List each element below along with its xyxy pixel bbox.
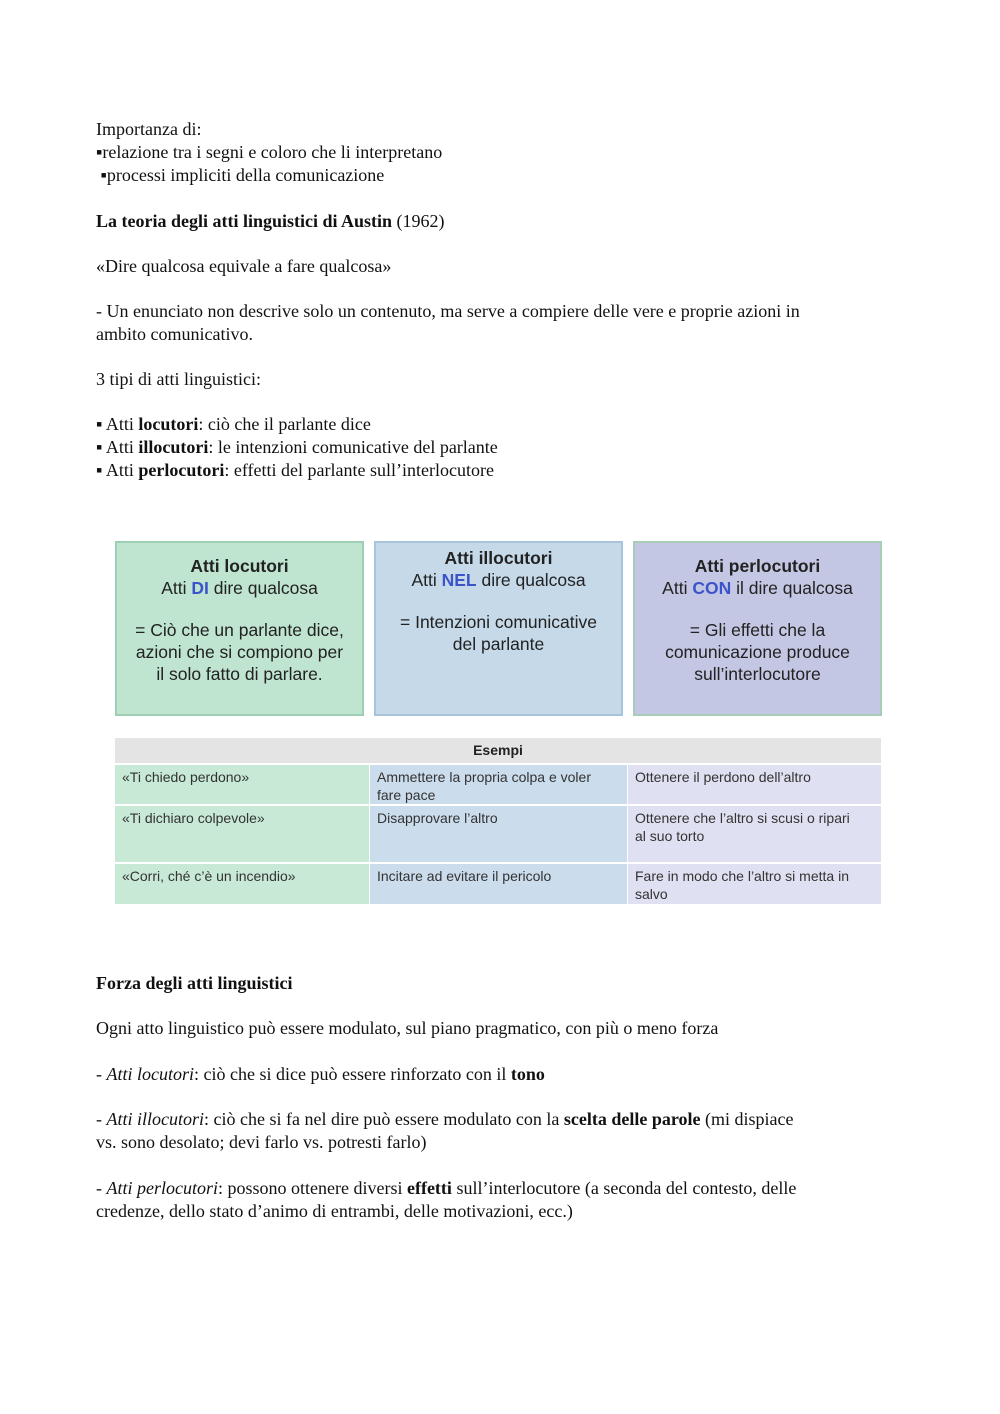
- forza-title: Forza degli atti linguistici: [96, 973, 293, 993]
- examples-header: Esempi: [115, 738, 881, 763]
- austin-quote: «Dire qualcosa equivale a fare qualcosa»: [96, 256, 392, 276]
- example-cell: «Ti chiedo perdono»: [115, 765, 369, 804]
- type-item-perlocutori: ▪ Atti perlocutori: effetti del parlante sull’interlocutore: [96, 460, 494, 480]
- forza-perlocutori: - Atti perlocutori: possono ottenere diversi effetti sull’interlocutore (a seconda del contesto, delle credenze, dello stato d’animo di entrambi, delle motivazioni, ecc.): [96, 1178, 797, 1221]
- example-cell: Ammettere la propria colpa e voler fare pace: [370, 765, 627, 804]
- box-subtitle: Atti NEL dire qualcosa: [411, 570, 586, 590]
- box-subtitle: Atti DI dire qualcosa: [161, 578, 318, 598]
- example-cell: Incitare ad evitare il pericolo: [370, 864, 627, 904]
- intro-bullet: ▪processi impliciti della comunicazione: [96, 165, 385, 185]
- forza-illocutori: - Atti illocutori: ciò che si fa nel dire può essere modulato con la scelta delle parole (mi dispiace vs. sono desolato; devi farlo vs. potresti farlo): [96, 1109, 794, 1152]
- example-cell: Ottenere il perdono dell’altro: [628, 765, 881, 804]
- austin-desc-line: - Un enunciato non descrive solo un contenuto, ma serve a compiere delle vere e proprie azioni in: [96, 301, 800, 321]
- intro-bullet: ▪relazione tra i segni e coloro che li interpretano: [96, 142, 443, 162]
- example-cell: «Ti dichiaro colpevole»: [115, 806, 369, 862]
- intro-heading: Importanza di:: [96, 119, 202, 139]
- example-cell: Fare in modo che l’altro si metta in salvo: [628, 864, 881, 904]
- box-atti-locutori: Atti locutori Atti DI dire qualcosa = Ciò che un parlante dice, azioni che si compiono per il solo fatto di parlare.: [115, 541, 364, 716]
- box-atti-illocutori: Atti illocutori Atti NEL dire qualcosa = Intenzioni comunicative del parlante: [374, 541, 623, 716]
- type-item-illocutori: ▪ Atti illocutori: le intenzioni comunicative del parlante: [96, 437, 498, 457]
- forza-intro: Ogni atto linguistico può essere modulato, sul piano pragmatico, con più o meno forza: [96, 1018, 719, 1038]
- austin-title-bold: La teoria degli atti linguistici di Austin: [96, 211, 393, 231]
- box-subtitle: Atti CON il dire qualcosa: [662, 578, 853, 598]
- forza-locutori: - Atti locutori: ciò che si dice può essere rinforzato con il tono: [96, 1064, 545, 1084]
- austin-title-year: (1962): [392, 211, 445, 231]
- example-cell: Disapprovare l’altro: [370, 806, 627, 862]
- austin-desc-line: ambito comunicativo.: [96, 324, 253, 344]
- example-cell: «Corri, ché c’è un incendio»: [115, 864, 369, 904]
- type-item-locutori: ▪ Atti locutori: ciò che il parlante dice: [96, 414, 371, 434]
- box-atti-perlocutori: Atti perlocutori Atti CON il dire qualcosa = Gli effetti che la comunicazione produce sull’interlocutore: [633, 541, 882, 716]
- example-cell: Ottenere che l’altro si scusi o ripari al suo torto: [628, 806, 881, 862]
- types-intro: 3 tipi di atti linguistici:: [96, 369, 261, 389]
